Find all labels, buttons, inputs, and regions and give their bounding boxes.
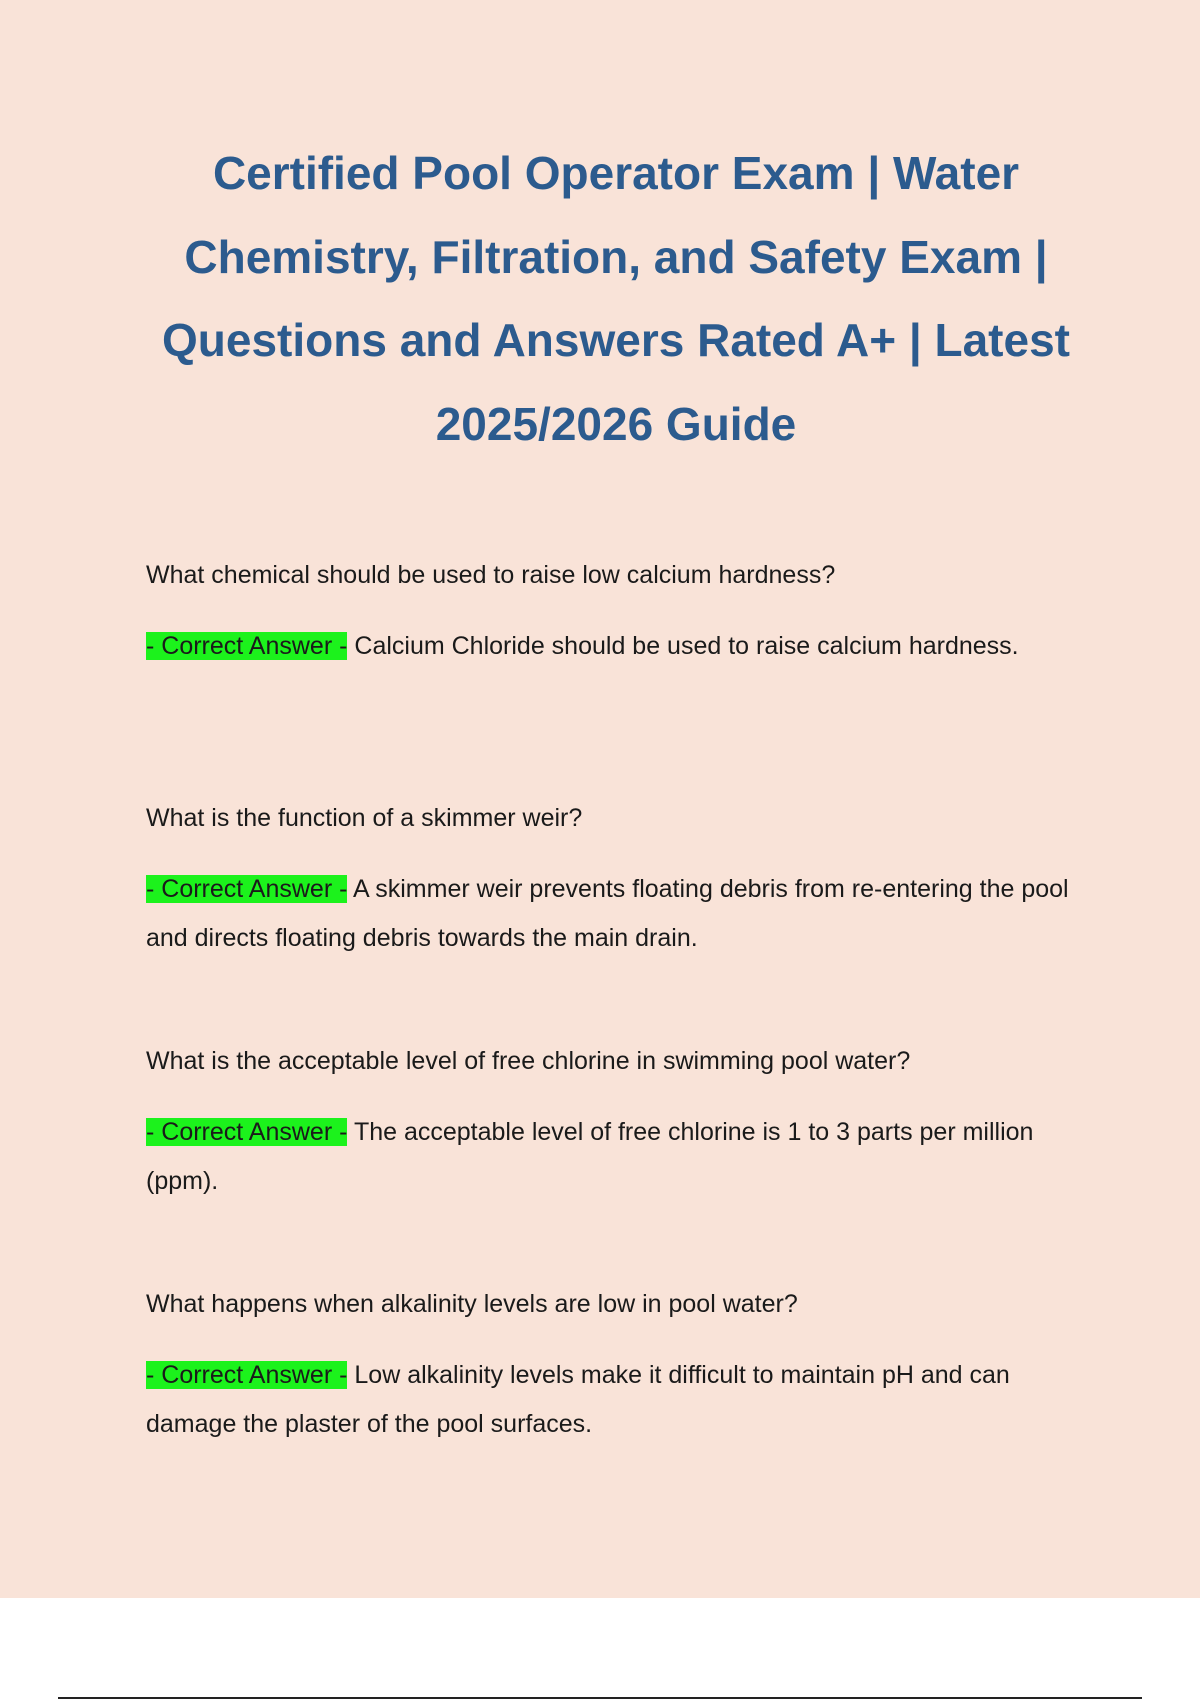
question-text: What happens when alkalinity levels are low in pool water? (146, 1290, 798, 1318)
answer-paragraph (146, 1351, 1086, 1449)
qa-item (146, 800, 1086, 1043)
correct-answer-badge: - Correct Answer - (146, 1361, 348, 1389)
answer-paragraph (146, 1108, 1086, 1206)
correct-answer-badge: - Correct Answer - (146, 875, 348, 903)
question-text: What is the acceptable level of free chlorine in swimming pool water? (146, 1047, 911, 1075)
answer-text: The acceptable level of free chlorine is 1 to 3 parts per million (ppm). (146, 1118, 1034, 1195)
qa-item (146, 1286, 1086, 1529)
answer-text: A skimmer weir prevents floating debris from re-entering the pool and directs floating debris towards the main drain. (146, 875, 1069, 952)
answer-text: Low alkalinity levels make it difficult to maintain pH and can damage the plaster of the pool surfaces. (146, 1361, 1010, 1438)
question-text: What chemical should be used to raise low calcium hardness? (146, 561, 836, 589)
answer-paragraph (146, 622, 1086, 671)
qa-list (146, 557, 1086, 1529)
correct-answer-badge: - Correct Answer - (146, 1118, 348, 1146)
footer-divider (58, 1697, 1142, 1699)
question-text: What is the function of a skimmer weir? (146, 804, 583, 832)
document-title: Certified Pool Operator Exam | Water Chemistry, Filtration, and Safety Exam | Questions and Answers Rated A+ | Latest 2025/2026 Guide (162, 147, 1070, 450)
qa-item (146, 557, 1086, 800)
qa-item (146, 1043, 1086, 1286)
answer-paragraph (146, 865, 1086, 963)
correct-answer-badge: - Correct Answer - (146, 632, 348, 660)
answer-text: Calcium Chloride should be used to raise calcium hardness. (354, 632, 1019, 660)
